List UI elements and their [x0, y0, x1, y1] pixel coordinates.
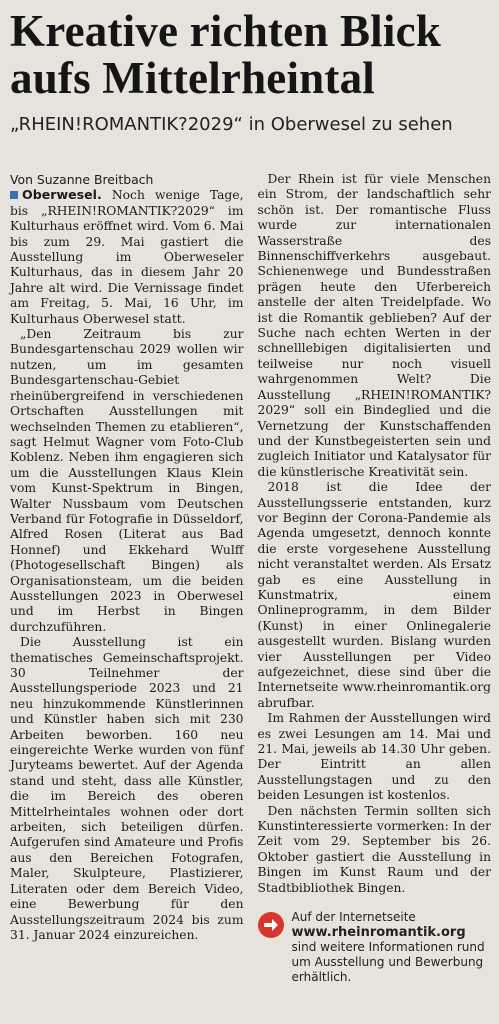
info-rest: sind weitere Informationen rund um Ausstellung und Bewerbung erhältlich.	[291, 940, 485, 985]
paragraph-7: Den nächsten Termin sollten sich Kunstinteressierte vormerken: In der Zeit vom 29. September bis 26. Oktober gastiert die Ausstellung in Bingen im Kunst Raum und der Stadtbibliothek Bingen.	[257, 803, 491, 895]
column-right	[258, 172, 492, 1024]
arrow-right-icon-glyph	[263, 918, 279, 932]
byline: Von Suzanne Breitbach	[10, 172, 154, 187]
paragraph-1-text: Noch wenige Tage, bis „RHEIN!ROMANTIK?2029“ im Kulturhaus eröffnet wird. Vom 6. Mai bis zum 29. Mai gastiert die Ausstellung im Oberweseler Kulturhaus, das in diesem Jahr 20 Jahre alt wird. Die Vernissage findet am Freitag, 5. Mai, 16 Uhr, im Kulturhaus Oberwesel statt.	[10, 188, 244, 326]
paragraph-6: Im Rahmen der Ausstellungen wird es zwei Lesungen am 14. Mai und 21. Mai, jeweils ab 14.30 Uhr geben. Der Eintritt an allen Ausstellungstagen und zu den beiden Lesungen ist kostenlos.	[257, 711, 491, 803]
headline-line-1: Kreative richten Blick	[10, 6, 441, 56]
paragraph-4: Der Rhein ist für viele Menschen ein Strom, der landschaftlich sehr schön ist. Der romantische Fluss wurde zur internationalen Wasserstraße des Binnenschiffverkehrs ausgebaut. Schienenwege und Bundesstraßen prägen heute den Uferbereich anstelle der alten Treidelpfade. Wo ist die Romantik geblieben? Auf der Suche nach echten Werten in der schnelllebigen digitalisierten und teilweise nur noch visuell wahrgenommen Welt? Die Ausstellung „RHEIN!ROMANTIK?2029“ soll ein Bindeglied und die Vernetzung der Kunstschaffenden und der Kunstbegeisterten sein und zugleich Initiator und Katalysator für die künstlerische Kreativität sein.	[257, 172, 491, 479]
subheadline: „RHEIN!ROMANTIK?2029“ in Oberwesel zu sehen	[10, 114, 453, 135]
dateline: Oberwesel.	[22, 187, 102, 203]
paragraph-1	[10, 187, 244, 327]
info-box	[258, 910, 492, 985]
arrow-right-icon	[258, 912, 284, 938]
paragraph-5: 2018 ist die Idee der Ausstellungsserie entstanden, kurz vor Beginn der Corona-Pandemie als Agenda umgesetzt, dennoch konnte die erste vorgesehene Ausstellung nicht veranstaltet werden. Als Ersatz gab es eine Ausstellung in Kunstmatrix, einem Onlineprogramm, in dem Bilder (Kunst) in einer Onlinegalerie ausgestellt wurden. Bislang wurden vier Ausstellungen per Video aufgezeichnet, diese sind über die Internetseite www.rheinromantik.org abrufbar.	[257, 480, 491, 710]
info-url-link[interactable]: www.rheinromantik.org	[291, 925, 466, 941]
paragraph-2: „Den Zeitraum bis zur Bundesgartenschau 2029 wollen wir nutzen, um im gesamten Bundesgartenschau-Gebiet rheinübergreifend in verschiedenen Ortschaften Ausstellungen mit wechselnden Themen zu etablieren“, sagt Helmut Wagner vom Foto-Club Koblenz. Neben ihm engagieren sich um die Ausstellungen Klaus Klein vom Kunst-Spektrum in Bingen, Walter Nussbaum vom Deutschen Verband für Fotografie in Düsseldorf, Alfred Rosen (Literat aus Bad Honnef) und Ekkehard Wulff (Photogesellschaft Bingen) als Organisationsteam, um die beiden Ausstellungen 2023 in Oberwesel und im Herbst in Bingen durchzuführen.	[10, 327, 244, 634]
column-left	[10, 172, 244, 1024]
info-line-1: Auf der Internetseite	[291, 910, 416, 925]
headline-line-2: aufs Mittelrheintal	[10, 53, 375, 103]
headline	[10, 8, 489, 102]
square-marker-icon	[10, 191, 18, 199]
paragraph-3: Die Ausstellung ist ein thematisches Gemeinschaftsprojekt. 30 Teilnehmer der Ausstellungsperiode 2023 und 21 neu hinzukommende Künstlerinnen und Künstler haben sich mit 230 Arbeiten beworben. 160 neu eingereichte Werke wurden von fünf Juryteams bewertet. Auf der Agenda stand und steht, dass alle Künstler, die im Bereich des oberen Mittelrheintales wohnen oder dort arbeiten, sich beteiligen dürfen. Aufgerufen sind Amateure und Profis aus den Bereichen Fotografen, Maler, Skulpteure, Plastizierer, Literaten oder dem Bereich Video, eine Bewerbung für den Ausstellungszeitraum 2024 bis zum 31. Januar 2024 einzureichen.	[10, 635, 244, 942]
info-text	[292, 910, 492, 985]
article-body	[10, 172, 491, 1024]
